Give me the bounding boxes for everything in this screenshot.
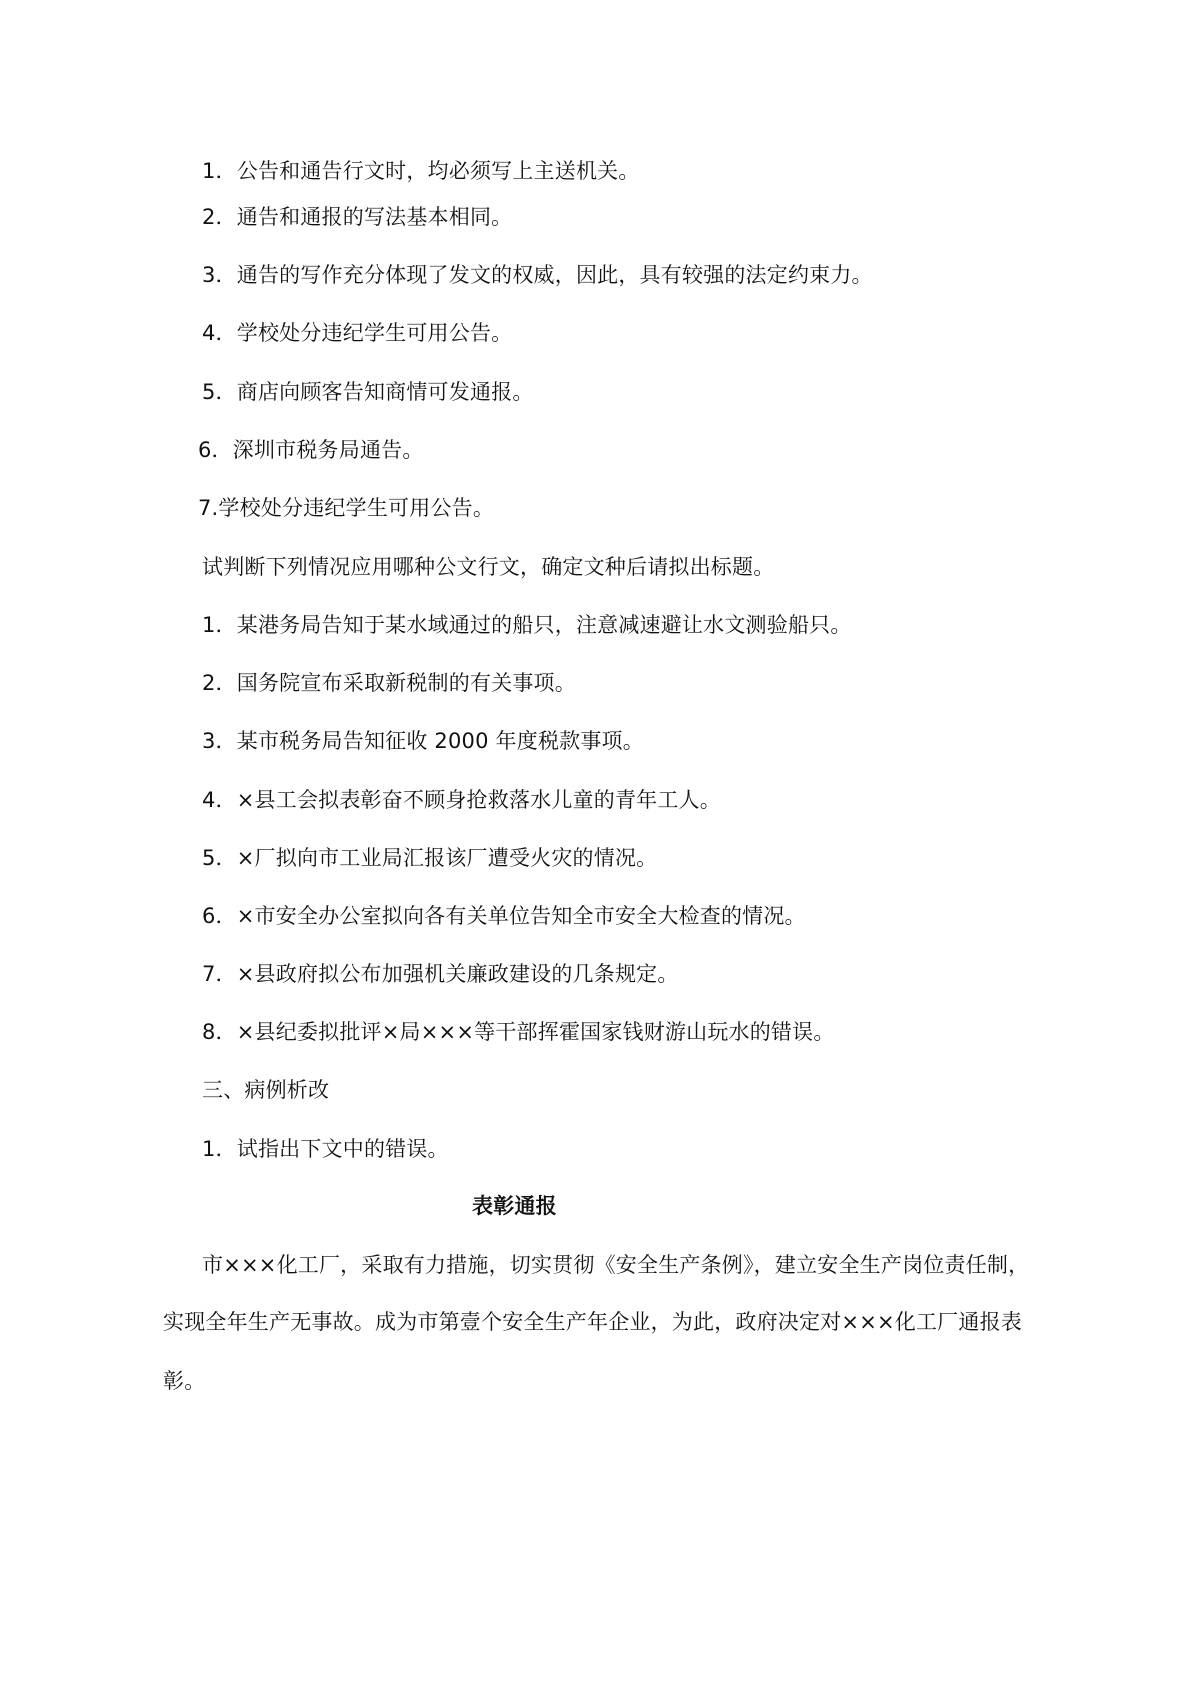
judge-item-2: 2．国务院宣布采取新税制的有关事项。 (202, 671, 576, 695)
statement-item-7: 7.学校处分违纪学生可用公告。 (198, 496, 495, 520)
judge-intro: 试判断下列情况应用哪种公文行文，确定文种后请拟出标题。 (202, 555, 775, 579)
section-heading: 三、病例析改 (202, 1078, 330, 1102)
statement-item-1: 1．公告和通告行文时，均必须写上主送机关。 (202, 159, 640, 183)
statement-item-2: 2．通告和通报的写法基本相同。 (202, 205, 513, 229)
notice-body-line-2: 实现全年生产无事故。成为市第壹个安全生产年企业，为此，政府决定对×××化工厂通报表 (163, 1310, 1022, 1334)
statement-item-4: 4．学校处分违纪学生可用公告。 (202, 321, 513, 345)
statement-item-6: 6．深圳市税务局通告。 (198, 438, 424, 462)
judge-item-3: 3．某市税务局告知征收 2000 年度税款事项。 (202, 729, 644, 753)
judge-item-1: 1．某港务局告知于某水域通过的船只，注意减速避让水文测验船只。 (202, 613, 852, 637)
notice-body-line-3: 彰。 (163, 1369, 206, 1393)
judge-item-8: 8．×县纪委拟批评×局×××等干部挥霍国家钱财游山玩水的错误。 (202, 1020, 835, 1044)
judge-item-7: 7．×县政府拟公布加强机关廉政建设的几条规定。 (202, 962, 679, 986)
judge-item-6: 6．×市安全办公室拟向各有关单位告知全市安全大检查的情况。 (202, 904, 806, 928)
statement-item-3: 3．通告的写作充分体现了发文的权威，因此，具有较强的法定约束力。 (202, 263, 873, 287)
judge-item-4: 4．×县工会拟表彰奋不顾身抢救落水儿童的青年工人。 (202, 788, 721, 812)
judge-item-5: 5．×厂拟向市工业局汇报该厂遭受火灾的情况。 (202, 846, 658, 870)
notice-body-line-1: 市×××化工厂，采取有力措施，切实贯彻《安全生产条例》，建立安全生产岗位责任制， (202, 1253, 1030, 1277)
notice-title: 表彰通报 (472, 1194, 557, 1218)
statement-item-5: 5．商店向顾客告知商情可发通报。 (202, 380, 534, 404)
case-item-1: 1．试指出下文中的错误。 (202, 1137, 449, 1161)
